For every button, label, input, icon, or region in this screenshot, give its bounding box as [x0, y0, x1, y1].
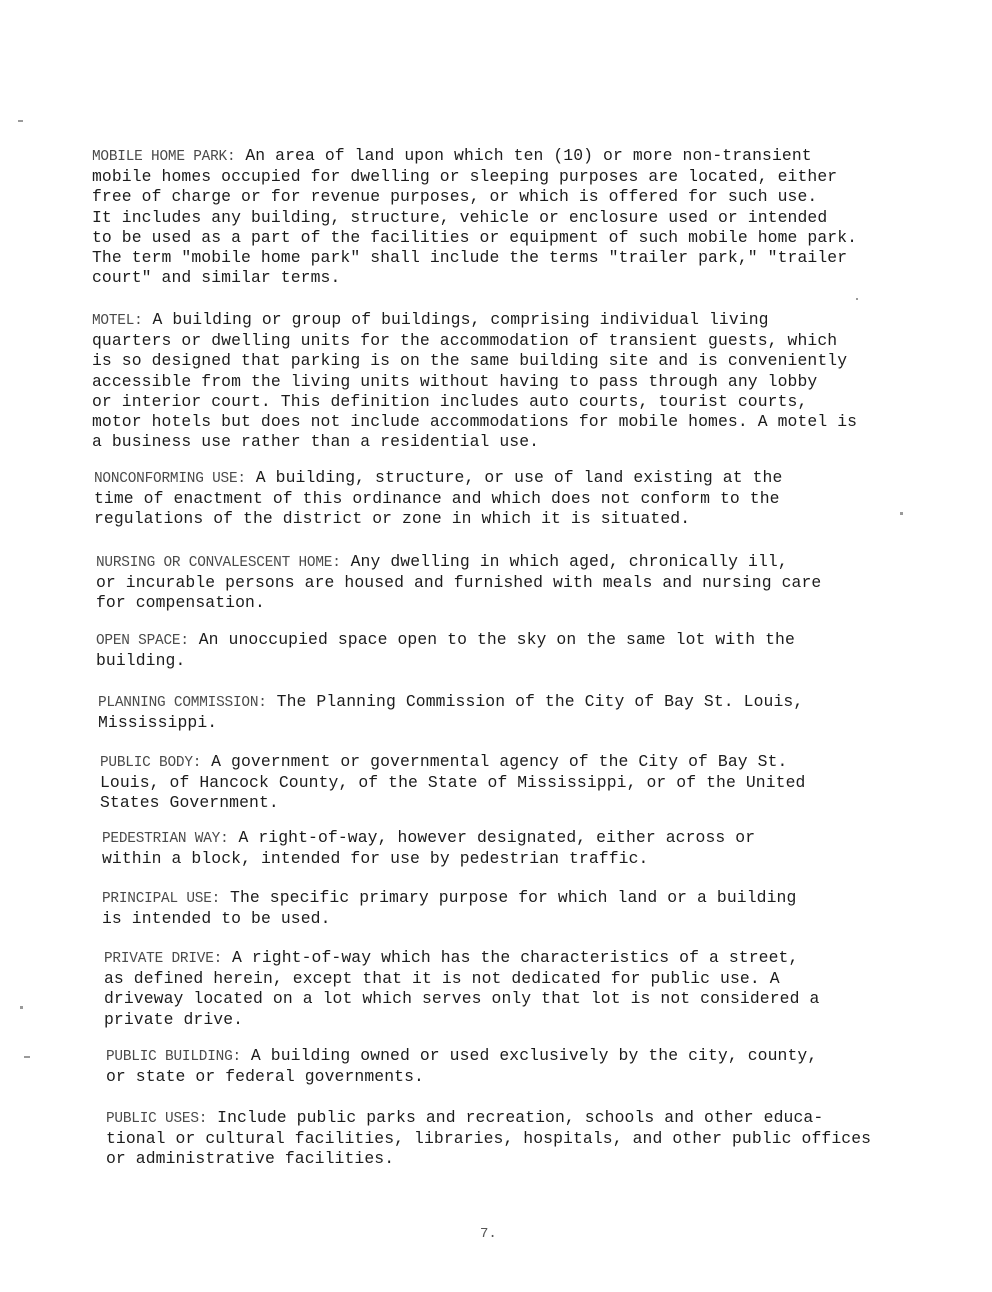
definition-term: OPEN SPACE:: [96, 633, 189, 649]
definition-text: as defined herein, except that it is not dedicated for public use. A: [104, 969, 780, 989]
definition-text: A building, structure, or use of land existing at the: [245, 468, 783, 487]
definition-text: or administrative facilities.: [106, 1149, 395, 1169]
definition-text: or state or federal governments.: [106, 1067, 424, 1087]
definition-term: PUBLIC BUILDING:: [106, 1049, 241, 1065]
definition-public-body: [100, 752, 805, 814]
definition-text: A right-of-way which has the characteristics of a street,: [222, 948, 799, 967]
scan-mark: [24, 1056, 30, 1058]
definition-text: Mississippi.: [98, 713, 218, 733]
definition-mobile-home-park: [92, 146, 857, 288]
definition-public-building: [106, 1046, 817, 1087]
definition-term: PRIVATE DRIVE:: [104, 951, 223, 967]
definition-text: A building owned or used exclusively by the city, county,: [240, 1046, 818, 1065]
definition-text: is intended to be used.: [102, 909, 331, 929]
definition-pedestrian-way: [102, 828, 755, 869]
definition-text: Any dwelling in which aged, chronically ill,: [340, 552, 788, 571]
definition-text: mobile homes occupied for dwelling or sleeping purposes are located, either: [92, 167, 838, 187]
definition-nursing-home: [96, 552, 821, 614]
definition-text: quarters or dwelling units for the accommodation of transient guests, which: [92, 331, 838, 351]
definition-text: It includes any building, structure, vehicle or enclosure used or intended: [92, 207, 828, 227]
definition-text: Include public parks and recreation, schools and other educa-: [207, 1108, 824, 1127]
definition-text: within a block, intended for use by pedestrian traffic.: [102, 849, 649, 869]
definition-text: A building or group of buildings, comprising individual living: [142, 310, 769, 329]
definition-term: PUBLIC USES:: [106, 1111, 208, 1127]
definition-text: tional or cultural facilities, libraries, hospitals, and other public offices: [106, 1129, 872, 1149]
definition-text: Louis, of Hancock County, of the State of Mississippi, or of the United: [100, 773, 806, 793]
definition-text: free of charge or for revenue purposes, or which is offered for such use.: [92, 187, 818, 207]
definition-text: is so designed that parking is on the same building site and is conveniently: [92, 351, 848, 371]
definition-text: A government or governmental agency of the City of Bay St.: [201, 752, 788, 771]
definition-text: regulations of the district or zone in which it is situated.: [94, 509, 691, 529]
definition-text: or incurable persons are housed and furnished with meals and nursing care: [96, 573, 822, 593]
definition-text: An area of land upon which ten (10) or more non-transient: [235, 146, 812, 165]
definition-term: PLANNING COMMISSION:: [98, 695, 267, 711]
definition-term: MOBILE HOME PARK:: [92, 149, 236, 165]
definition-text: The specific primary purpose for which land or a building: [220, 888, 797, 907]
definition-term: PEDESTRIAN WAY:: [102, 831, 229, 847]
definition-text: An unoccupied space open to the sky on the same lot with the: [188, 630, 795, 649]
definition-term: NONCONFORMING USE:: [94, 471, 246, 487]
definition-nonconforming-use: [94, 468, 782, 530]
definition-text: The term "mobile home park" shall include the terms "trailer park," "trailer: [92, 248, 848, 268]
definition-text: time of enactment of this ordinance and which does not conform to the: [94, 489, 780, 509]
definition-motel: [92, 310, 857, 452]
definition-text: building.: [96, 651, 186, 671]
definition-term: PRINCIPAL USE:: [102, 891, 221, 907]
definition-public-uses: [106, 1108, 871, 1170]
definition-term: MOTEL:: [92, 313, 143, 329]
definition-text: motor hotels but does not include accommodations for mobile homes. A motel is: [92, 412, 858, 432]
definition-text: a business use rather than a residential use.: [92, 432, 540, 452]
definition-open-space: [96, 630, 795, 671]
definition-text: for compensation.: [96, 593, 265, 613]
definition-private-drive: [104, 948, 819, 1030]
page-number: 7.: [480, 1226, 497, 1242]
definition-term: NURSING OR CONVALESCENT HOME:: [96, 555, 341, 571]
definition-principal-use: [102, 888, 796, 929]
definition-text: private drive.: [104, 1009, 244, 1029]
definition-text: States Government.: [100, 793, 279, 813]
definition-text: driveway located on a lot which serves only that lot is not considered a: [104, 989, 820, 1009]
scan-mark: [900, 512, 903, 515]
definition-text: accessible from the living units without having to pass through any lobby: [92, 371, 818, 391]
definition-text: The Planning Commission of the City of Bay St. Louis,: [266, 692, 804, 711]
definition-text: or interior court. This definition includes auto courts, tourist courts,: [92, 391, 808, 411]
scan-mark: [856, 298, 858, 300]
definition-text: to be used as a part of the facilities or equipment of such mobile home park.: [92, 227, 858, 247]
definition-term: PUBLIC BODY:: [100, 755, 202, 771]
definition-text: court" and similar terms.: [92, 268, 341, 288]
scan-mark: [18, 120, 23, 122]
definition-text: A right-of-way, however designated, either across or: [228, 828, 756, 847]
definition-planning-commission: [98, 692, 803, 733]
scan-mark: [20, 1006, 23, 1009]
